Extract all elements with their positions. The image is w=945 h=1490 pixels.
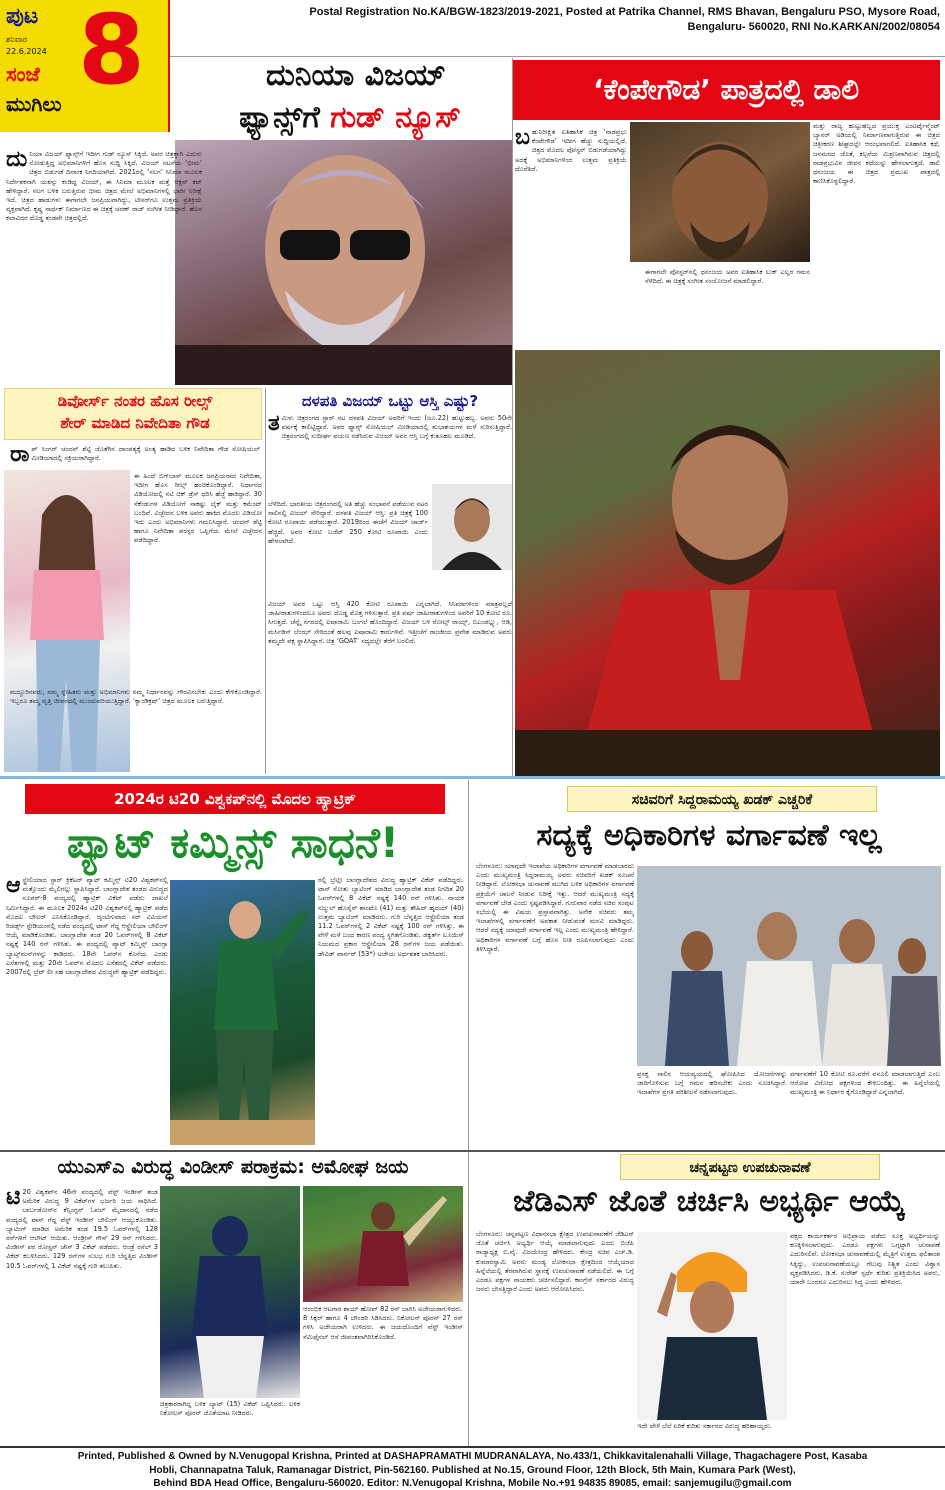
- headline-part-good-news: ಗುಡ್ ನ್ಯೂಸ್: [330, 100, 461, 135]
- niveditha-article-body: ಈ ಹಿಂದೆ ಬಿಗ್‌ಬಾಸ್ ಮೂಲಕ ಜನಪ್ರಿಯರಾದ ನಿವೇದಿತಾ, ಇದೀಗ ಹೊಸ ರೀಲ್ಸ್ ಹಂಚಿಕೊಂಡಿದ್ದಾರೆ. ನಿರ್ಧಾರದ ವಿಡಿಯೋದಲ್ಲಿ ನಟಿ ಚಿಕ್ ಡ್ರೆಸ್ ಧರಿಸಿ ಹೆಜ್ಜೆ ಹಾಕಿದ್ದಾರೆ. 30 ಸೆಕೆಂಡುಗಳ ವಿಡಿಯೋಗೆ ಸಾಕಷ್ಟು ಲೈಕ್ ಮತ್ತು ಕಮೆಂಟ್ ಬಂದಿವೆ. ವಿಚ್ಛೇದನ ಬಳಿಕ ಅವರು ಹಾಕಿದ ಮೊದಲ ವಿಡಿಯೋ ಇದು ಎಂದು ಅಭಿಮಾನಿಗಳು ಗಮನಿಸಿದ್ದಾರೆ. ಚಂದನ್ ಶೆಟ್ಟಿ ಹಾಗೂ ನಿವೇದಿತಾ ಪರಸ್ಪರ ಒಪ್ಪಿಗೆಯ ಮೇಲೆ ವಿಚ್ಛೇದನ ಪಡೆದಿದ್ದಾರೆ.: [134, 472, 262, 545]
- t20-subheading: 2024ರ ಟಿ20 ವಿಶ್ವಕಪ್‌ನಲ್ಲಿ ಮೊದಲ ಹ್ಯಾಟ್ರಿಕ್: [25, 784, 445, 814]
- dhananjay-photo: [515, 350, 940, 778]
- vijay-assets-body: ಬೆಳೆದಿದೆ. ಭಾರತೀಯ ಚಿತ್ರರಂಗದಲ್ಲಿ ಅತಿ ಹೆಚ್ಚು ಸಂಭಾವನೆ ಪಡೆಯುವ ನಟರ ಸಾಲಿನಲ್ಲಿ ವಿಜಯ್ ಸೇರಿದ್ದಾರೆ. ದಳಪತಿ ವಿಜಯ್ ಆಸ್ತಿ: ಪ್ರತಿ ಚಿತ್ರಕ್ಕೆ 100 ಕೋಟಿ ರೂಪಾಯಿ ಪಡೆಯುತ್ತಾರೆ. 2019ರಿಂದ ಈಚೆಗೆ ವಿಜಯ್ ಚಾರ್ಜ್ ಹೆಚ್ಚಿದೆ. ಅವರ ಕೋಟಿ ಬಜೆಟ್ 250 ಕೋಟಿ ರೂಪಾಯಿ ಎಂದು ಹೇಳಲಾಗಿದೆ.: [268, 500, 428, 545]
- imprint-line-2: Hobli, Channapatna Taluk, Ramanagar District, Pin-562160. Published at No.15, Ground Floor, 12th Block, 5th Main, Kumara Park (West),: [149, 1464, 796, 1476]
- drop-cap: ರಾ: [10, 445, 30, 467]
- page-label: ಪುಟ: [6, 4, 39, 29]
- imprint-line-3: Behind BDA Head Office, Bengaluru-560020. Editor: N.Venugopal Krishna, Mobile No.+91 94835 89085, email: sanjemugilu@gmail.com: [153, 1478, 792, 1489]
- cricket-illustration: [303, 1186, 463, 1302]
- drop-cap: ತ: [268, 414, 280, 436]
- siddaramaiah-article-col1: ಬೆಂಗಳೂರು: ಯಾವುದೇ ಇಲಾಖೆಯ ಅಧಿಕಾರಿಗಳ ವರ್ಗಾವಣೆ ಮಾಡಬಾರದು ಎಂದು ಮುಖ್ಯಮಂತ್ರಿ ಸಿದ್ದರಾಮಯ್ಯ ಅವರು ಸಚಿವರಿಗೆ ಖಡಕ್ ಸೂಚನೆ ನೀಡಿದ್ದಾರೆ. ಲೋಕಸಭಾ ಚುನಾವಣೆ ಮುಗಿದ ಬಳಿಕ ಅಧಿಕಾರಿಗಳ ವರ್ಗಾವಣೆ ಪ್ರಕ್ರಿಯೆಗೆ ಚಾಲನೆ ನೀಡುವ ನಿರೀಕ್ಷೆ ಇತ್ತು. ಆದರೆ ಮುಖ್ಯಮಂತ್ರಿ ಸದ್ಯಕ್ಕೆ ವರ್ಗಾವಣೆ ಬೇಡ ಎಂದು ಸ್ಪಷ್ಟಪಡಿಸಿದ್ದಾರೆ. ಗುರುವಾರ ನಡೆದ ಸಚಿವ ಸಂಪುಟ ಸಭೆಯಲ್ಲಿ ಈ ವಿಷಯ ಪ್ರಸ್ತಾಪವಾಗಿತ್ತು. ಅನೇಕ ಸಚಿವರು ತಮ್ಮ ಇಲಾಖೆಗಳಲ್ಲಿ ವರ್ಗಾವಣೆಗೆ ಅವಕಾಶ ನೀಡುವಂತೆ ಮನವಿ ಮಾಡಿದ್ದರು. ಆದರೆ ಸದ್ಯಕ್ಕೆ ಯಾವುದೇ ವರ್ಗಾವಣೆ ಇಲ್ಲ ಎಂದು ಮುಖ್ಯಮಂತ್ರಿ ಹೇಳಿದ್ದಾರೆ. ಅಧಿಕಾರಿಗಳ ವರ್ಗಾವಣೆ ಬಗ್ಗೆ ಹೊಸ ನೀತಿ ರೂಪಿಸಲಾಗುವುದು ಎಂದು ತಿಳಿಸಿದ್ದಾರೆ.: [476, 862, 634, 953]
- article-body: ಸ್ಟ್ರೇಲಿಯಾದ ಸ್ಟಾರ್ ಕ್ರಿಕೆಟರ್ ಪ್ಯಾಟ್ ಕಮ್ಮಿನ್ಸ್ ಟಿ20 ವಿಶ್ವಕಪ್‌ನಲ್ಲಿ ಮತ್ತೊಂದು ಮೈಲಿಗಲ್ಲು ಸ್ಥಾಪಿಸಿದ್ದಾರೆ. ಬಾಂಗ್ಲಾದೇಶ ತಂಡದ ವಿರುದ್ಧದ ಸೂಪರ್-8 ಪಂದ್ಯದಲ್ಲಿ ಹ್ಯಾಟ್ರಿಕ್ ವಿಕೆಟ್ ಪಡೆದು ದಾಖಲೆ ನಿರ್ಮಿಸಿದ್ದಾರೆ. ಈ ಮೂಲಕ 2024ರ ಟಿ20 ವಿಶ್ವಕಪ್‌ನಲ್ಲಿ ಹ್ಯಾಟ್ರಿಕ್ ಪಡೆದ ಮೊದಲ ಬೌಲರ್ ಎನಿಸಿಕೊಂಡಿದ್ದಾರೆ. ಆ್ಯಂಟಿಗುವಾದ ಸರ್ ವಿವಿಯನ್ ರಿಚರ್ಡ್ಸ್ ಸ್ಟೇಡಿಯಂನಲ್ಲಿ ನಡೆದ ಪಂದ್ಯದಲ್ಲಿ ಟಾಸ್ ಗೆದ್ದ ಆಸ್ಟ್ರೇಲಿಯಾ ಬೌಲಿಂಗ್ ಆಯ್ಕೆ ಮಾಡಿಕೊಂಡಿತು. ಬಾಂಗ್ಲಾದೇಶ ತಂಡ 20 ಓವರ್‌ಗಳಲ್ಲಿ 8 ವಿಕೆಟ್ ನಷ್ಟಕ್ಕೆ 140 ರನ್ ಗಳಿಸಿತು. ಈ ಪಂದ್ಯದಲ್ಲಿ ಪ್ಯಾಟ್ ಕಮ್ಮಿನ್ಸ್ ಬಾಂಗ್ಲಾ ಬ್ಯಾಟ್ಸ್‌ಮನ್‌ಗಳನ್ನು ಕಾಡಿದರು. 18ನೇ ಓವರ್‌ನ ಕೊನೆಯ ಎರಡು ಎಸೆತಗಳಲ್ಲಿ ಮತ್ತು 20ನೇ ಓವರ್‌ನ ಮೊದಲ ಎಸೆತದಲ್ಲಿ ವಿಕೆಟ್ ಪಡೆದರು. 2007ರಲ್ಲಿ ಬ್ರೆಟ್ ಲೀ ಸಹ ಬಾಂಗ್ಲಾದೇಶದ ವಿರುದ್ಧವೇ ಹ್ಯಾಟ್ರಿಕ್ ಪಡೆದಿದ್ದರು.: [6, 876, 168, 977]
- column-divider: [512, 58, 513, 778]
- imprint-footer: [0, 1448, 945, 1490]
- headline-part-fans: ಫ್ಯಾನ್ಸ್‌ಗೆ: [239, 100, 320, 135]
- paper-name-sanje: ಸಂಜೆ: [6, 62, 40, 86]
- masthead-divider: [170, 56, 945, 57]
- imprint-line-1: Printed, Published & Owned by N.Venugopal Krishna, Printed at DASHAPRAMATHI MUDRANALAYA, No.433/1, Chikkavitalenahalli Village, Thagachagere Post, Kasaba: [77, 1451, 868, 1462]
- day-label: ಶನಿವಾರ: [6, 35, 28, 44]
- crowd-illustration: [637, 866, 941, 1066]
- kempegowda-poster-photo: [630, 122, 810, 262]
- wi-usa-photo-batter: [303, 1186, 463, 1302]
- pat-cummins-photo: [170, 880, 315, 1145]
- siddaramaiah-headline: ಸದ್ಯಕ್ಕೆ ಅಧಿಕಾರಿಗಳ ವರ್ಗಾವಣೆ ಇಲ್ಲ: [536, 818, 882, 853]
- article-body: 20 ವಿಶ್ವಕಪ್‌ನ 46ನೇ ಪಂದ್ಯದಲ್ಲಿ ವೆಸ್ಟ್ ಇಂಡೀಸ್ ತಂಡ ಅಮೆರಿಕ ವಿರುದ್ಧ 9 ವಿಕೆಟ್‌ಗಳ ಭರ್ಜರಿ ಜಯ ಸಾಧಿಸಿದೆ. ಬಾರ್ಬಡೋಸ್‌ನ ಕೆನ್ಸಿಂಗ್ಟನ್ ಓವಲ್ ಮೈದಾನದಲ್ಲಿ ನಡೆದ ಪಂದ್ಯದಲ್ಲಿ ಟಾಸ್ ಗೆದ್ದ ವೆಸ್ಟ್ ಇಂಡೀಸ್ ಬೌಲಿಂಗ್ ಆಯ್ದುಕೊಂಡಿತು. ಬ್ಯಾಟಿಂಗ್ ಮಾಡಿದ ಅಮೆರಿಕ ತಂಡ 19.5 ಓವರ್‌ಗಳಲ್ಲಿ 128 ರನ್‌ಗಳಿಗೆ ಆಲೌಟ್ ಆಯಿತು. ಆಂಡ್ರೀಸ್ ಗೌಸ್ 29 ರನ್ ಗಳಿಸಿದರು. ವಿಂಡೀಸ್ ಪರ ರೋಸ್ಟನ್ ಚೇಸ್ 3 ವಿಕೆಟ್ ಪಡೆದರು. ಆಂಡ್ರೆ ರಸೆಲ್ 3 ವಿಕೆಟ್ ಕಬಳಿಸಿದರು. 129 ರನ್‌ಗಳ ಸುಲಭ ಗುರಿ ಬೆನ್ನತ್ತಿದ ವಿಂಡೀಸ್ 10.5 ಓವರ್‌ಗಳಲ್ಲಿ 1 ವಿಕೆಟ್ ನಷ್ಟಕ್ಕೆ ಗುರಿ ತಲುಪಿತು.: [6, 1188, 158, 1270]
- postal-registration: [175, 5, 940, 34]
- kempegowda-headline: ‘ಕೆಂಪೇಗೌಡ’ ಪಾತ್ರದಲ್ಲಿ ಡಾಲಿ: [512, 60, 940, 120]
- page-number: 8: [78, 0, 145, 106]
- niveditha-headline-2: ಶೇರ್ ಮಾಡಿದ ನಿವೇದಿತಾ ಗೌಡ: [60, 414, 210, 432]
- cricket-illustration: [160, 1186, 300, 1398]
- niveditha-article-end: ಮದ್ದೂರಿನವರು, ನಮ್ಮ ಸ್ನೇಹಿತರು ಮತ್ತು ಅಭಿಮಾನಿಗಳು ನಮ್ಮ ನಿರ್ಧಾರವನ್ನು ಗೌರವಿಸಬೇಕು ಎಂದು ಕೇಳಿಕೊಂಡಿದ್ದಾರೆ. ಇಬ್ಬರೂ ತಮ್ಮ ವೃತ್ತಿ ಜೀವನದಲ್ಲಿ ಮುಂದುವರಿಯುತ್ತಿದ್ದಾರೆ. ‘ಕ್ಯಾಂಡಿಕ್ರಷ್’ ಚಿತ್ರದ ಮೂಲಕ ಬರುತ್ತಿದ್ದಾರೆ.: [10, 688, 262, 706]
- channapatna-article-col3: ಪಕ್ಷದ ಕಾರ್ಯಕರ್ತರ ಅಭಿಪ್ರಾಯ ಪಡೆದು ಸೂಕ್ತ ಅಭ್ಯರ್ಥಿಯನ್ನು ಕಣಕ್ಕಿಳಿಸಲಾಗುವುದು. ಎರಡೂ ಪಕ್ಷಗಳು ಒಗ್ಗಟ್ಟಾಗಿ ಚುನಾವಣೆ ಎದುರಿಸಲಿವೆ. ಲೋಕಸಭಾ ಚುನಾವಣೆಯಲ್ಲಿ ಮೈತ್ರಿಗೆ ಉತ್ತಮ ಫಲಿತಾಂಶ ಸಿಕ್ಕಿದ್ದು, ಉಪಚುನಾವಣೆಯಲ್ಲೂ ಗೆಲುವು ನಿಶ್ಚಿತ ಎಂದು ವಿಶ್ವಾಸ ವ್ಯಕ್ತಪಡಿಸಿದರು. ಡಿ.ಕೆ. ಸುರೇಶ್ ಸ್ಪರ್ಧೆ ಕುರಿತು ಪ್ರತಿಕ್ರಿಯಿಸಿದ ಅವರು, ಯಾರೇ ಬಂದರೂ ಎದುರಿಸಲು ಸಿದ್ಧ ಎಂದು ಹೇಳಿದರು.: [790, 1232, 940, 1287]
- niveditha-article-intro: [10, 445, 260, 470]
- siddaramaiah-article-col2: ಪ್ರಸಕ್ತ ಸಾಲಿನ ಆಯವ್ಯಯದಲ್ಲಿ ಘೋಷಿಸಿದ ಯೋಜನೆಗಳನ್ನು ಜಾರಿಗೊಳಿಸುವ ಬಗ್ಗೆ ಗಮನ ಹರಿಸಬೇಕು ಎಂದು ಸೂಚಿಸಿದ್ದಾರೆ. ಇಲಾಖೆಗಳ ಪ್ರಗತಿ ಪರಿಶೀಲನೆ ನಡೆಸಲಾಗುವುದು.: [637, 1070, 787, 1097]
- column-divider: [468, 780, 469, 1448]
- wi-usa-article-col1: [6, 1188, 158, 1446]
- channapatna-article-col1: ಬೆಂಗಳೂರು: ಚನ್ನಪಟ್ಟಣ ವಿಧಾನಸಭಾ ಕ್ಷೇತ್ರದ ಉಪಚುನಾವಣೆಗೆ ಜೆಡಿಎಸ್ ಜೊತೆ ಚರ್ಚಿಸಿ ಅಭ್ಯರ್ಥಿ ಆಯ್ಕೆ ಮಾಡಲಾಗುವುದು ಎಂದು ಬಿಜೆಪಿ ರಾಜ್ಯಾಧ್ಯಕ್ಷ ಬಿ.ವೈ. ವಿಜಯೇಂದ್ರ ಹೇಳಿದರು. ಕೇಂದ್ರ ಸಚಿವ ಎಚ್.ಡಿ. ಕುಮಾರಸ್ವಾಮಿ ಅವರು ಮಂಡ್ಯ ಲೋಕಸಭಾ ಕ್ಷೇತ್ರದಿಂದ ಆಯ್ಕೆಯಾದ ಹಿನ್ನೆಲೆಯಲ್ಲಿ ತೆರವಾಗಿರುವ ಸ್ಥಾನಕ್ಕೆ ಉಪಚುನಾವಣೆ ನಡೆಯಲಿದೆ. ಈ ಬಗ್ಗೆ ಎರಡೂ ಪಕ್ಷಗಳ ನಾಯಕರು ಚರ್ಚಿಸಲಿದ್ದಾರೆ. ಕಾಂಗ್ರೆಸ್ ಸರ್ಕಾರದ ವಿರುದ್ಧ ಜನರು ಬೇಸತ್ತಿದ್ದಾರೆ ಎಂದು ಅವರು ಆರೋಪಿಸಿದರು.: [476, 1230, 634, 1294]
- vijay-assets-end: ವಿಜಯ್ ಅವರ ಒಟ್ಟು ಆಸ್ತಿ 420 ಕೋಟಿ ರೂಪಾಯಿ ಎನ್ನಲಾಗಿದೆ. ಸಿನಿಮಾಗಳಿಂದ ಮಾತ್ರವಲ್ಲದೆ ಜಾಹೀರಾತುಗಳಿಂದಲೂ ಅವರು ದೊಡ್ಡ ಮೊತ್ತ ಗಳಿಸುತ್ತಾರೆ. ಪ್ರತಿ ವರ್ಷ ಜಾಹೀರಾತುಗಳಿಂದ ಅವರಿಗೆ 10 ಕೋಟಿ ರೂ. ಸಿಗುತ್ತದೆ. ಚೆನ್ನೈ ನಗರದಲ್ಲಿ ಐಷಾರಾಮಿ ಬಂಗಲೆ ಹೊಂದಿದ್ದಾರೆ. ವಿಜಯ್ ಬಳಿ ರೋಲ್ಸ್ ರಾಯ್ಸ್, ಬಿಎಂಡಬ್ಲ್ಯು, ಆಡಿ, ಮರ್ಸಿಡಿಸ್ ಬೆಂಝ್ ಸೇರಿದಂತೆ ಹಲವು ಐಷಾರಾಮಿ ಕಾರುಗಳಿವೆ. ಇತ್ತೀಚೆಗೆ ರಾಜಕೀಯ ಪ್ರವೇಶ ಮಾಡಿರುವ ಅವರು ತಮ್ಮದೇ ಪಕ್ಷ ಸ್ಥಾಪಿಸಿದ್ದಾರೆ. ಚಿತ್ರ ‘GOAT’ ಸದ್ಯದಲ್ಲೇ ತೆರೆಗೆ ಬರಲಿದೆ.: [268, 600, 512, 645]
- postal-line-2: Bengaluru- 560020, RNI No.KARKAN/2002/08054: [687, 20, 940, 33]
- kempegowda-article-col3: ಈಗಾಗಲೇ ಪೋಸ್ಟರ್‌ನಲ್ಲಿ ಧನಂಜಯ ಅವರ ಐತಿಹಾಸಿಕ ಲುಕ್ ಎಲ್ಲರ ಗಮನ ಸೆಳೆದಿದೆ. ಈ ಚಿತ್ರಕ್ಕೆ ಸಂಗೀತ ಸಂಯೋಜನೆ ಮಾಡಲಿದ್ದಾರೆ.: [645, 268, 810, 286]
- paper-name-mugilu: ಮುಗಿಲು: [6, 92, 62, 116]
- poster-illustration: [630, 122, 810, 262]
- duniya-vijay-article: [6, 150, 202, 380]
- t20-article-col2: ರಲ್ಲಿ ಬ್ರೆಟ್ಲೀ ಬಾಂಗ್ಲಾದೇಶದ ವಿರುದ್ಧ ಹ್ಯಾಟ್ರಿಕ್ ವಿಕೆಟ್ ಪಡೆದಿದ್ದರು. ಟಾಸ್ ಸೋತು ಬ್ಯಾಟಿಂಗ್ ಮಾಡಿದ ಬಾಂಗ್ಲಾದೇಶ ತಂಡ ನಿಗದಿತ 20 ಓವರ್‌ಗಳಲ್ಲಿ 8 ವಿಕೆಟ್ ನಷ್ಟಕ್ಕೆ 140 ರನ್ ಗಳಿಸಿತು. ನಾಯಕ ನಜ್ಮುಲ್ ಹೊಸೈನ್ ಶಾಂಟೊ (41) ಮತ್ತು ತೌಹಿದ್ ಹೃದಯ್ (40) ಉತ್ತಮ ಬ್ಯಾಟಿಂಗ್ ಮಾಡಿದರು. ಗುರಿ ಬೆನ್ನತ್ತಿದ ಆಸ್ಟ್ರೇಲಿಯಾ ತಂಡ 11.2 ಓವರ್‌ಗಳಲ್ಲಿ 2 ವಿಕೆಟ್ ನಷ್ಟಕ್ಕೆ 100 ರನ್ ಗಳಿಸಿತ್ತು. ಈ ವೇಳೆ ಮಳೆ ಬಂದ ಕಾರಣ ಪಂದ್ಯ ಸ್ಥಗಿತಗೊಂಡಿತು. ಡಕ್ವರ್ತ್ ಲೂಯಿಸ್ ನಿಯಮದ ಪ್ರಕಾರ ಆಸ್ಟ್ರೇಲಿಯಾ 28 ರನ್‌ಗಳ ಜಯ ಪಡೆಯಿತು. ಡೇವಿಡ್ ವಾರ್ನರ್ (53*) ಅಜೇಯ ಅರ್ಧಶತಕ ಬಾರಿಸಿದರು.: [318, 876, 464, 958]
- drop-cap: ದು: [6, 150, 28, 172]
- column-divider: [265, 388, 266, 774]
- postal-line-1: Postal Registration No.KA/BGW-1823/2019-2021, Posted at Patrika Channel, RMS Bhavan, Bengaluru PSO, Mysore Road,: [309, 6, 940, 18]
- portrait-illustration: [175, 140, 512, 385]
- t20-headline: ಪ್ಯಾಟ್ ಕಮ್ಮಿನ್ಸ್ ಸಾಧನೆ!: [66, 818, 400, 867]
- vijayendra-photo: [637, 1232, 787, 1420]
- actor-illustration: [515, 350, 940, 778]
- date-label: 22.6.2024: [6, 47, 47, 56]
- kempegowda-article-col2: ಮತ್ತು ರಾಜ್ಯ ಹುಟ್ಟುಹಬ್ಬದ ಪ್ರಯುಕ್ತ ಎಂಟರ್ಟೈನ್ಮೆಂಟ್ ಬ್ಯಾನರ್ ಅಡಿಯಲ್ಲಿ ನಿರ್ಮಾಣವಾಗುತ್ತಿರುವ ಈ ಚಿತ್ರದ ಚಿತ್ರೀಕರಣ ಶೀಘ್ರದಲ್ಲೇ ಆರಂಭವಾಗಲಿದೆ. ಐತಿಹಾಸಿಕ ಕಥೆ, ಜನಮನದ ಜೊತೆ, ಕಲ್ಪನೆಯ ಮಿಶ್ರಣವಾಗಿರುವ ಚಿತ್ರದಲ್ಲಿ ನಾಡಪ್ರಭುವಿನ ಜೀವನ ಕಥೆಯನ್ನು ಹೇಳಲಾಗುತ್ತದೆ. ಡಾಲಿ ಧನಂಜಯ ಈ ಚಿತ್ರದ ಪ್ರಮುಖ ಪಾತ್ರದಲ್ಲಿ ಕಾಣಿಸಿಕೊಳ್ಳಲಿದ್ದಾರೆ.: [813, 122, 940, 186]
- article-body: ಪ್ ಸಿಂಗರ್ ಚಂದನ್ ಶೆಟ್ಟಿ ಜೊತೆಗಿನ ದಾಂಪತ್ಯಕ್ಕೆ ಅಂತ್ಯ ಹಾಡಿದ ಬಳಿಕ ನಿವೇದಿತಾ ಗೌಡ ಸೋಷಿಯಲ್ ಮೀಡಿಯಾದಲ್ಲಿ ಸಕ್ರಿಯರಾಗಿದ್ದಾರೆ.: [31, 445, 260, 463]
- drop-cap: ಬ: [515, 128, 530, 150]
- wi-usa-article-col3: ಆರಂಭಿಕ ಆಟಗಾರ ಶಾಯ್ ಹೋಪ್ 82 ರನ್ ಬಾರಿಸಿ ಅಜೇಯರಾಗುಳಿದರು. 8 ಸಿಕ್ಸರ್ ಹಾಗೂ 4 ಬೌಂಡರಿ ಸಿಡಿಸಿದರು. ನಿಕೋಲಸ್ ಪೂರನ್ 27 ರನ್ ಗಳಿಸಿ ಅಜೇಯರಾಗಿ ಉಳಿದರು. ಈ ಜಯದೊಂದಿಗೆ ವೆಸ್ಟ್ ಇಂಡೀಸ್ ಸೆಮಿಫೈನಲ್ ಆಸೆ ಜೀವಂತವಾಗಿರಿಸಿಕೊಂಡಿದೆ.: [303, 1305, 463, 1341]
- channapatna-photo-caption: ಇದೇ ವೇಳೆ ಬೆಲೆ ಏರಿಕೆ ಕುರಿತು ಸರ್ಕಾರದ ವಿರುದ್ಧ ಹರಿಹಾಯ್ದರು.: [637, 1422, 772, 1430]
- wi-usa-photo-keeper: [160, 1186, 300, 1398]
- article-body: ಮಿಳು ಚಿತ್ರರಂಗದ ಸ್ಟಾರ್ ನಟ ದಳಪತಿ ವಿಜಯ್ ಅವರಿಗೆ ಇಂದು (ಜೂ.22) ಹುಟ್ಟುಹಬ್ಬ. ಅವರು 50ನೇ ವರ್ಷಕ್ಕೆ ಕಾಲಿಟ್ಟಿದ್ದಾರೆ. ಅವರ ಫ್ಯಾನ್ಸ್ ಸೋಷಿಯಲ್ ಮೀಡಿಯಾದಲ್ಲಿ ಶುಭಾಶಯಗಳ ಮಳೆ ಸುರಿಸುತ್ತಿದ್ದಾರೆ. ಚಿತ್ರರಂಗದಲ್ಲಿ ಸುದೀರ್ಘ ಪಯಣ ನಡೆಸಿರುವ ವಿಜಯ್ ಅವರ ಆಸ್ತಿ ಬಗ್ಗೆ ಕುತೂಹಲ ಮೂಡಿದೆ.: [281, 414, 512, 441]
- siddaramaiah-subheading: ಸಚಿವರಿಗೆ ಸಿದ್ದರಾಮಯ್ಯ ಖಡಕ್ ಎಚ್ಚರಿಕೆ: [567, 786, 877, 812]
- section-divider: [0, 776, 945, 779]
- politician-illustration: [637, 1232, 787, 1420]
- duniya-vijay-photo: [175, 140, 512, 385]
- siddaramaiah-article-col3: ವರ್ಗಾವಣೆಗೆ 10 ಕೋಟಿ ರೂ.ವರೆಗೆ ವಸೂಲಿ ಮಾಡಲಾಗುತ್ತಿದೆ ಎಂಬ ಆರೋಪ ವಿರೋಧ ಪಕ್ಷಗಳಿಂದ ಕೇಳಿಬಂದಿತ್ತು. ಈ ಹಿನ್ನೆಲೆಯಲ್ಲಿ ಮುಖ್ಯಮಂತ್ರಿ ಈ ನಿರ್ಧಾರ ಕೈಗೊಂಡಿದ್ದಾರೆ ಎನ್ನಲಾಗಿದೆ.: [790, 1070, 940, 1097]
- channapatna-headline: ಜೆಡಿಎಸ್ ಜೊತೆ ಚರ್ಚಿಸಿ ಅಭ್ಯರ್ಥಿ ಆಯ್ಕೆ: [513, 1184, 905, 1219]
- vijay-photo: [432, 484, 512, 570]
- drop-cap: ಆ: [6, 876, 21, 898]
- duniya-vijay-headline-1: ದುನಿಯಾ ವಿಜಯ್: [265, 58, 447, 93]
- vijay-assets-headline: ದಳಪತಿ ವಿಜಯ್ ಒಟ್ಟು ಆಸ್ತಿ ಎಷ್ಟು?: [301, 392, 479, 410]
- section-divider: [0, 1150, 945, 1152]
- siddaramaiah-press-photo: [637, 866, 941, 1066]
- niveditha-headline-1: ಡಿವೋರ್ಸ್ ನಂತರ ಹೊಸ ರೀಲ್ಸ್: [57, 392, 213, 410]
- drop-cap: ಟಿ: [6, 1188, 21, 1210]
- t20-article-col1: [6, 876, 168, 1146]
- duniya-vijay-headline-2: [180, 100, 520, 135]
- kempegowda-article-col1: [515, 128, 627, 278]
- wi-usa-headline: ಯುಎಸ್‌ಎ ವಿರುದ್ಧ ವಿಂಡೀಸ್ ಪರಾಕ್ರಮ: ಅಮೋಘ ಜಯ: [57, 1156, 409, 1178]
- article-body: ನಿಯಾ ವಿಜಯ್ ಫ್ಯಾನ್ಸ್‌ಗೆ ಇದೀಗ ಗುಡ್ ನ್ಯೂಸ್ ಸಿಕ್ಕಿದೆ. ಅವರ ಚಿತ್ರಕ್ಕಾಗಿ ಎದುರು ನೋಡುತ್ತಿದ್ದ ಅಭಿಮಾನಿಗಳಿಗೆ ಹೊಸ ಸುದ್ದಿ ಸಿಕ್ಕಿದೆ. ವಿಜಯ್ ನಟನೆಯ ‘ಭೀಮ’ ಚಿತ್ರದ ಬಿಡುಗಡೆ ದಿನಾಂಕ ನಿಗದಿಯಾಗಿದೆ. 2021ರಲ್ಲಿ ‘ಸಲಗ’ ಸಿನಿಮಾ ಮೂಲಕ ನಿರ್ದೇಶಕನಾಗಿ ಯಶಸ್ಸು ಕಂಡಿದ್ದ ವಿಜಯ್, ಈ ಸಿನಿಮಾ ಮೂಲಕ ಮತ್ತೆ ಆಕ್ಷನ್ ಕಟ್ ಹೇಳಿದ್ದಾರೆ. ಸಲಗ ಬಳಿಕ ಬರುತ್ತಿರುವ ಭೀಮ ಚಿತ್ರದ ಮೇಲೆ ಅಭಿಮಾನಿಗಳಲ್ಲಿ ಭಾರೀ ನಿರೀಕ್ಷೆ ಇದೆ. ಚಿತ್ರದ ಹಾಡುಗಳು ಈಗಾಗಲೇ ಜನಪ್ರಿಯವಾಗಿದ್ದು, ಟೀಸರ್‌ಗೂ ಉತ್ತಮ ಪ್ರತಿಕ್ರಿಯೆ ವ್ಯಕ್ತವಾಗಿದೆ. ಕೃಷ್ಣ ಸಾರ್ಥಕ್ ನಿರ್ಮಾಣದ ಈ ಚಿತ್ರಕ್ಕೆ ಚರಣ್ ರಾಜ್ ಸಂಗೀತ ನೀಡಿದ್ದಾರೆ. ಹೊಸ ಕಲಾವಿದರ ದೊಡ್ಡ ತಂಡವೇ ಚಿತ್ರದಲ್ಲಿದೆ.: [6, 150, 202, 223]
- portrait-illustration: [432, 484, 512, 570]
- article-body: ಹುನಿರೀಕ್ಷಿತ ಐತಿಹಾಸಿಕ ಚಿತ್ರ ‘ನಾಡಪ್ರಭು ಕೆಂಪೇಗೌಡ’ ಇದೀಗ ಹೆಚ್ಚು ಸುದ್ದಿಯಲ್ಲಿದೆ. ಚಿತ್ರದ ಮೊದಲ ಪೋಸ್ಟರ್ ಬಿಡುಗಡೆಯಾಗಿದ್ದು ಅದಕ್ಕೆ ಅಭಿಮಾನಿಗಳಿಂದ ಉತ್ತಮ ಪ್ರತಿಕ್ರಿಯೆ ದೊರೆತಿದೆ.: [515, 128, 627, 173]
- channapatna-subheading: ಚನ್ನಪಟ್ಟಣ ಉಪಚುನಾವಣೆ: [620, 1154, 880, 1180]
- wi-usa-article-col2: ಚಿತ್ರಕಾರರಾಗಿದ್ದ ಬಳಿಕ ಬ್ಯಾಟ್ (15) ವಿಕೆಟ್ ಒಪ್ಪಿಸಿದರು. ಬಳಿಕ ನಿಕೋಲಸ್ ಪೂರನ್ ಜೊತೆಯಾಟ ನೀಡಿದರು.: [160, 1400, 300, 1418]
- cricketer-illustration: [170, 880, 315, 1145]
